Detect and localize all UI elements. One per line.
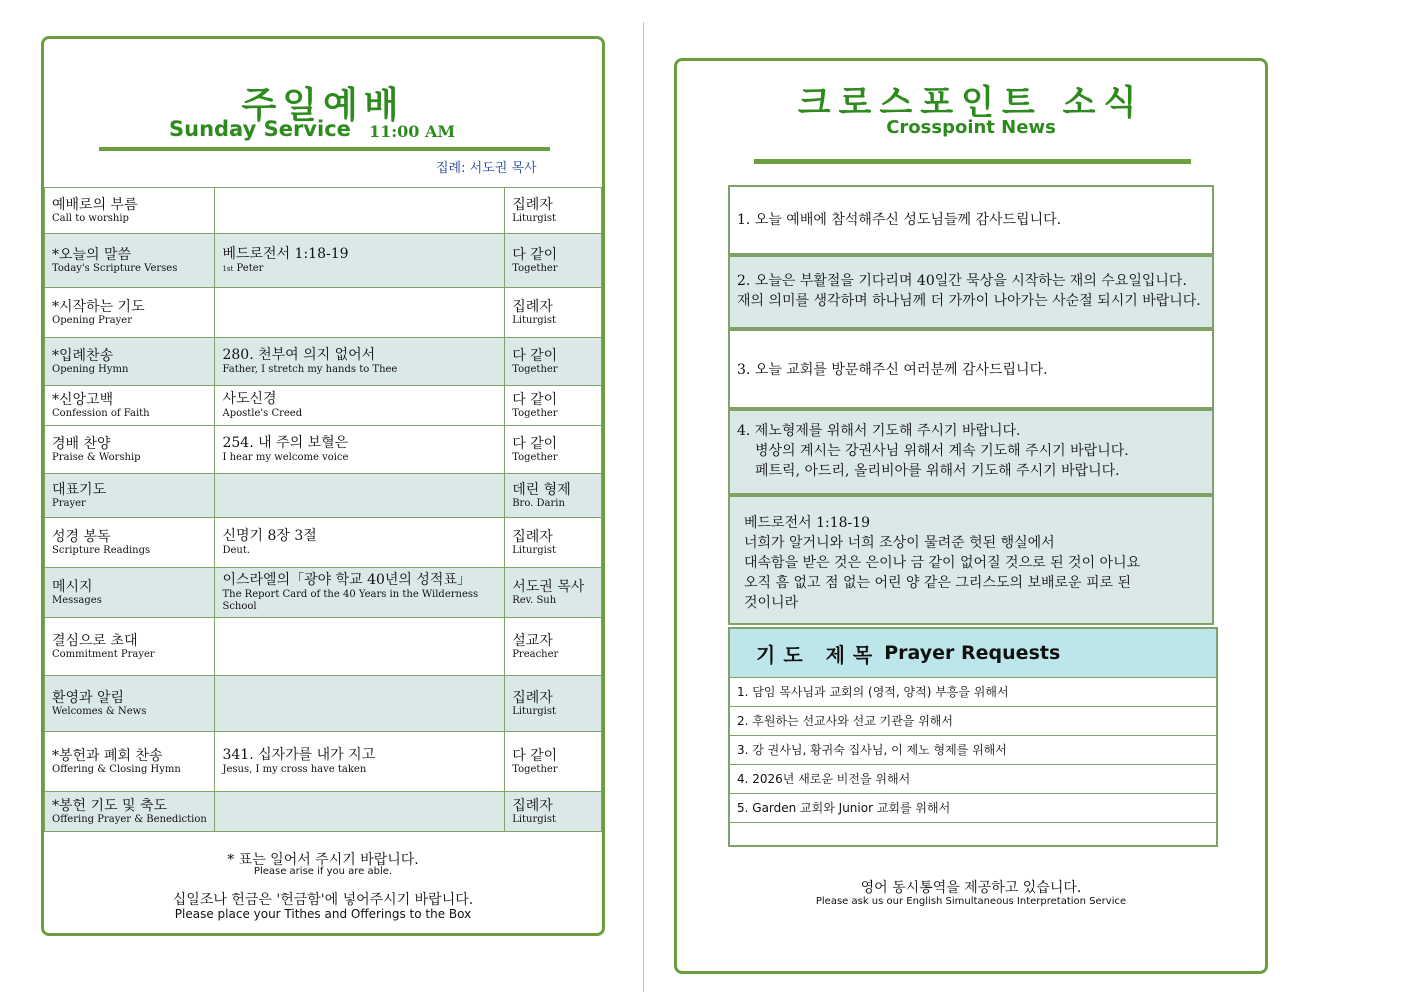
title-underline	[99, 147, 550, 151]
content-korean: 신명기 8장 3절	[222, 528, 317, 544]
leader-english: Liturgist	[512, 813, 557, 825]
order-item-english: Today's Scripture Verses	[52, 262, 178, 274]
prayer-title-english: Prayer Requests	[884, 642, 1061, 664]
order-item-korean: 메시지	[52, 578, 93, 595]
order-item-english: Welcomes & News	[52, 705, 147, 717]
leader-english: Bro. Darin	[512, 497, 565, 509]
order-content-cell	[215, 188, 505, 234]
standing-note-korean: * 표는 일어서 주시기 바랍니다.	[227, 852, 419, 868]
order-item-cell	[45, 676, 215, 732]
content-korean: 280. 천부여 의지 없어서	[222, 347, 376, 363]
content-english: Deut.	[222, 545, 251, 556]
order-row	[45, 386, 602, 426]
order-row	[45, 732, 602, 792]
leader-korean: 집례자	[512, 298, 553, 315]
news-text: 1. 오늘 예배에 참석해주신 성도님들께 감사드립니다.	[737, 212, 1062, 228]
order-item-korean: 환영과 알림	[52, 689, 125, 706]
prayer-item	[730, 823, 1216, 851]
content-english: Father, I stretch my hands to Thee	[222, 364, 398, 375]
prayer-requests-box	[728, 627, 1218, 847]
order-item-cell	[45, 518, 215, 568]
order-row	[45, 568, 602, 618]
order-content-cell	[215, 676, 505, 732]
order-item-korean: *오늘의 말씀	[52, 246, 132, 263]
leader-english: Liturgist	[512, 705, 557, 717]
order-leader-cell	[505, 474, 602, 518]
news-item-1	[728, 185, 1214, 255]
order-item-korean: 결심으로 초대	[52, 632, 138, 649]
order-item-cell	[45, 732, 215, 792]
order-item-korean: *입례찬송	[52, 347, 114, 364]
order-row	[45, 338, 602, 386]
leader-english: Liturgist	[512, 212, 557, 224]
order-leader-cell	[505, 518, 602, 568]
order-leader-cell	[505, 386, 602, 426]
content-english-line	[222, 452, 497, 464]
content-korean: 254. 내 주의 보혈은	[222, 435, 349, 451]
content-english-line	[222, 589, 497, 613]
content-english: Apostle's Creed	[222, 408, 303, 419]
order-item-korean: *시작하는 기도	[52, 298, 145, 315]
scripture-verse-box	[728, 495, 1214, 625]
order-leader-cell	[505, 568, 602, 618]
leader-english: Together	[512, 451, 558, 463]
leader-korean: 데린 형제	[512, 481, 571, 498]
news-text: 4. 제노형제를 위해서 기도해 주시기 바랍니다.	[737, 423, 1021, 439]
order-row	[45, 474, 602, 518]
news-title-underline	[754, 159, 1191, 164]
verse-line: 대속함을 받은 것은 은이나 금 같이 없어질 것으로 된 것이 아니요	[744, 555, 1141, 571]
order-row	[45, 288, 602, 338]
order-item-cell	[45, 288, 215, 338]
news-text: 병상의 계시는 강권사님 위해서 계속 기도해 주시기 바랍니다.	[755, 443, 1129, 459]
content-english-line	[222, 263, 497, 275]
content-english: The Report Card of the 40 Years in the Wilderness School	[222, 589, 479, 612]
news-title-korean: 크로스포인트 소식	[797, 83, 1145, 123]
leader-english: Rev. Suh	[512, 594, 557, 606]
order-leader-cell	[505, 426, 602, 474]
order-item-cell	[45, 426, 215, 474]
order-item-english: Commitment Prayer	[52, 648, 155, 660]
order-content-cell	[215, 426, 505, 474]
order-content-cell	[215, 618, 505, 676]
prayer-item: 5. Garden 교회와 Junior 교회를 위해서	[730, 794, 1216, 823]
order-item-cell	[45, 338, 215, 386]
verse-line: 너희가 알거니와 너희 조상이 물려준 헛된 행실에서	[744, 535, 1055, 551]
offering-note-korean: 십일조나 헌금은 '헌금함'에 넣어주시기 바랍니다.	[172, 892, 474, 908]
order-content-cell	[215, 234, 505, 288]
order-content-cell	[215, 518, 505, 568]
order-leader-cell	[505, 676, 602, 732]
order-content-cell	[215, 792, 505, 832]
content-english-line	[222, 764, 497, 776]
content-korean: 341. 십자가를 내가 지고	[222, 747, 376, 763]
prayer-item: 3. 강 권사님, 황귀숙 집사님, 이 제노 형제를 위해서	[730, 736, 1216, 765]
leader-korean: 서도권 목사	[512, 578, 585, 595]
order-content-cell	[215, 732, 505, 792]
order-item-english: Call to worship	[52, 212, 129, 224]
order-item-cell	[45, 792, 215, 832]
leader-korean: 집례자	[512, 797, 553, 814]
order-row	[45, 188, 602, 234]
leader-korean: 집례자	[512, 196, 553, 213]
order-item-english: Opening Hymn	[52, 363, 129, 375]
service-title-english: Sunday Service	[169, 117, 351, 141]
order-item-korean: 성경 봉독	[52, 528, 111, 545]
order-item-english: Confession of Faith	[52, 407, 150, 419]
verse-line: 베드로전서 1:18-19	[744, 515, 871, 531]
order-item-english: Praise & Worship	[52, 451, 141, 463]
content-english: Peter	[236, 263, 264, 274]
news-text: 페트릭, 아드리, 올리비아를 위해서 기도해 주시기 바랍니다.	[755, 463, 1120, 479]
content-korean: 사도신경	[222, 391, 277, 407]
order-item-korean: *봉헌과 폐회 찬송	[52, 747, 163, 764]
content-english-line	[222, 408, 497, 420]
sunday-service-panel	[41, 36, 605, 936]
leader-english: Liturgist	[512, 544, 557, 556]
leader-english: Together	[512, 407, 558, 419]
officiant-label: 집례: 서도권 목사	[436, 161, 537, 176]
order-row	[45, 792, 602, 832]
leader-english: Together	[512, 363, 558, 375]
order-item-korean: *신앙고백	[52, 391, 114, 408]
leader-korean: 다 같이	[512, 435, 558, 452]
news-title-english: Crosspoint News	[886, 117, 1056, 138]
order-content-cell	[215, 288, 505, 338]
order-item-cell	[45, 474, 215, 518]
content-english-line	[222, 545, 497, 557]
interpretation-note-english: Please ask us our English Simultaneous Interpretation Service	[815, 896, 1127, 907]
leader-korean: 다 같이	[512, 747, 558, 764]
service-title-korean: 주일예배	[241, 85, 405, 126]
news-item-4	[728, 409, 1214, 495]
order-item-english: Offering & Closing Hymn	[52, 763, 181, 775]
order-item-cell	[45, 188, 215, 234]
news-item-2	[728, 255, 1214, 329]
offering-note-english: Please place your Tithes and Offerings to the Box	[174, 907, 472, 921]
order-item-korean: 예배로의 부름	[52, 196, 138, 213]
news-text: 3. 오늘 교회를 방문해주신 여러분께 감사드립니다.	[737, 362, 1048, 378]
order-item-cell	[45, 386, 215, 426]
verse-line: 것이니라	[744, 595, 799, 611]
leader-korean: 집례자	[512, 528, 553, 545]
leader-english: Preacher	[512, 648, 559, 660]
order-row	[45, 676, 602, 732]
order-row	[45, 518, 602, 568]
order-item-english: Opening Prayer	[52, 314, 132, 326]
verse-line: 오직 흠 없고 점 없는 어린 양 같은 그리스도의 보배로운 피로 된	[744, 575, 1132, 591]
order-content-cell	[215, 474, 505, 518]
order-row	[45, 618, 602, 676]
order-content-cell	[215, 338, 505, 386]
leader-english: Liturgist	[512, 314, 557, 326]
prayer-item: 4. 2026년 새로운 비전을 위해서	[730, 765, 1216, 794]
order-leader-cell	[505, 338, 602, 386]
leader-english: Together	[512, 262, 558, 274]
order-item-cell	[45, 568, 215, 618]
prayer-title-korean: 기도 제목	[756, 642, 881, 667]
order-of-worship-table	[44, 187, 602, 832]
service-time: 11:00 AM	[369, 122, 456, 141]
order-item-english: Scripture Readings	[52, 544, 151, 556]
order-leader-cell	[505, 618, 602, 676]
leader-korean: 다 같이	[512, 347, 558, 364]
leader-korean: 다 같이	[512, 246, 558, 263]
leader-korean: 설교자	[512, 632, 553, 649]
content-korean: 베드로전서 1:18-19	[222, 246, 349, 262]
prayer-item: 2. 후원하는 선교사와 선교 기관을 위해서	[730, 707, 1216, 736]
order-item-cell	[45, 618, 215, 676]
order-item-english: Prayer	[52, 497, 86, 509]
order-item-english: Messages	[52, 594, 102, 606]
content-superscript: 1st	[222, 265, 234, 273]
news-text: 2. 오늘은 부활절을 기다리며 40일간 묵상을 시작하는 재의 수요일입니다.	[737, 273, 1187, 289]
order-leader-cell	[505, 188, 602, 234]
order-row	[45, 234, 602, 288]
crosspoint-news-panel	[674, 58, 1268, 974]
content-english-line	[222, 364, 497, 376]
prayer-item: 1. 담임 목사님과 교회의 (영적, 양적) 부흥을 위해서	[730, 678, 1216, 707]
news-text: 재의 의미를 생각하며 하나님께 더 가까이 나아가는 사순절 되시기 바랍니다.	[737, 293, 1201, 309]
page-divider	[643, 22, 644, 992]
leader-english: Together	[512, 763, 558, 775]
leader-korean: 다 같이	[512, 391, 558, 408]
content-korean: 이스라엘의「광야 학교 40년의 성적표」	[222, 572, 471, 588]
order-item-korean: *봉헌 기도 및 축도	[52, 797, 168, 814]
order-leader-cell	[505, 288, 602, 338]
leader-korean: 집례자	[512, 689, 553, 706]
content-english: I hear my welcome voice	[222, 452, 349, 463]
order-row	[45, 426, 602, 474]
prayer-requests-header	[730, 629, 1216, 678]
order-item-english: Offering Prayer & Benediction	[52, 813, 207, 825]
order-content-cell	[215, 386, 505, 426]
order-leader-cell	[505, 792, 602, 832]
interpretation-note-korean: 영어 동시통역을 제공하고 있습니다.	[860, 880, 1082, 896]
content-english: Jesus, I my cross have taken	[222, 764, 367, 775]
order-item-korean: 대표기도	[52, 481, 107, 498]
standing-note-english: Please arise if you are able.	[253, 866, 393, 877]
order-leader-cell	[505, 234, 602, 288]
order-item-korean: 경배 찬양	[52, 435, 111, 452]
news-item-3	[728, 329, 1214, 409]
order-item-cell	[45, 234, 215, 288]
order-leader-cell	[505, 732, 602, 792]
order-content-cell	[215, 568, 505, 618]
